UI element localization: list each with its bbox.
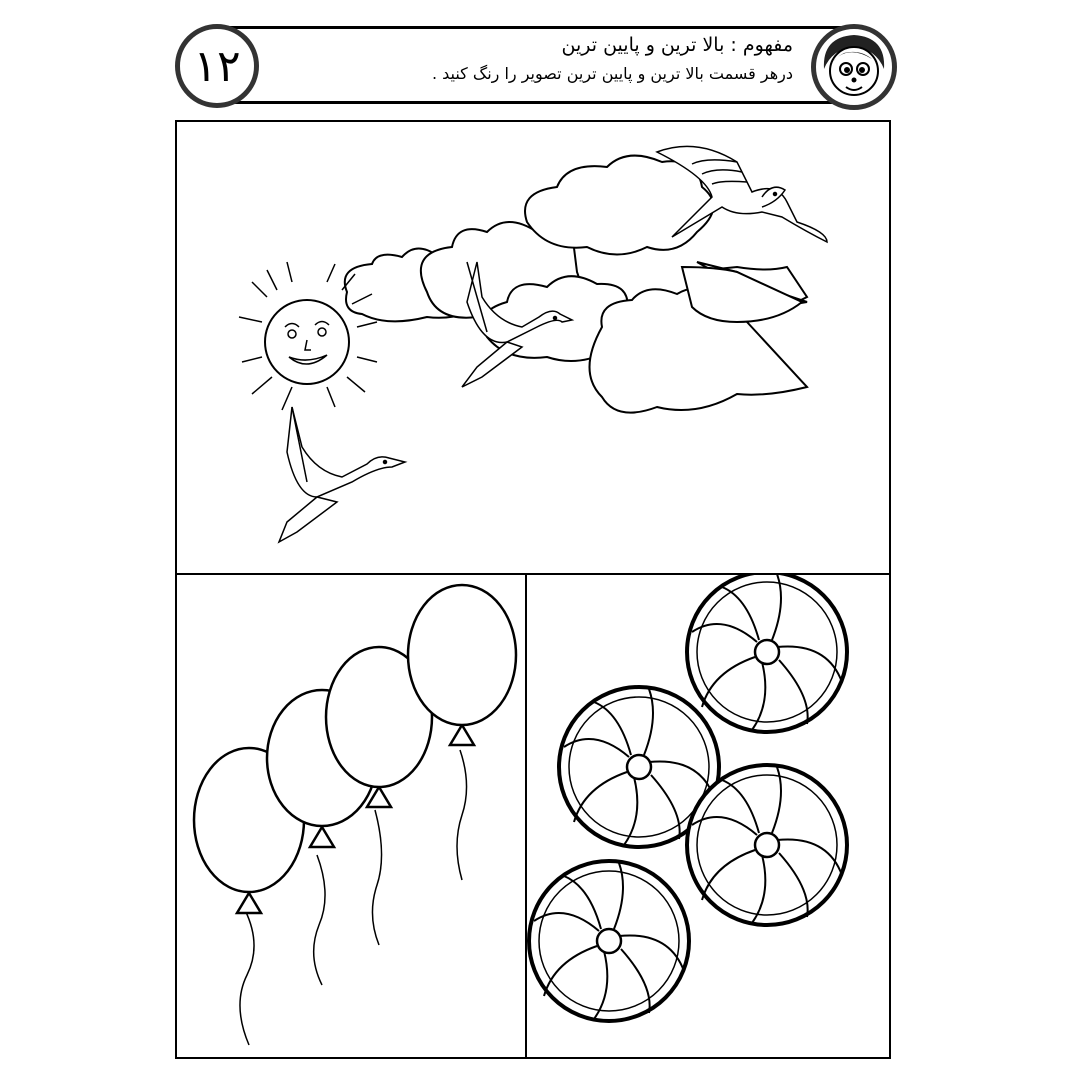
- balloon-panel: [175, 573, 527, 1059]
- beach-ball-icon: [529, 861, 689, 1021]
- concept-title: مفهوم : بالا ترین و پایین ترین: [561, 34, 793, 56]
- duck-icon: [279, 407, 405, 542]
- beach-ball-icon: [687, 575, 847, 732]
- worksheet-header: [175, 24, 897, 108]
- sky-panel: [175, 120, 891, 575]
- page-number: ۱۲: [193, 40, 241, 92]
- girl-face-icon: [811, 24, 897, 110]
- page-number-badge: [175, 24, 259, 108]
- instruction-text: درهر قسمت بالا ترین و پایین ترین تصویر را رنگ کنید .: [431, 64, 793, 83]
- ball-panel: [525, 573, 891, 1059]
- beach-ball-icon: [687, 765, 847, 925]
